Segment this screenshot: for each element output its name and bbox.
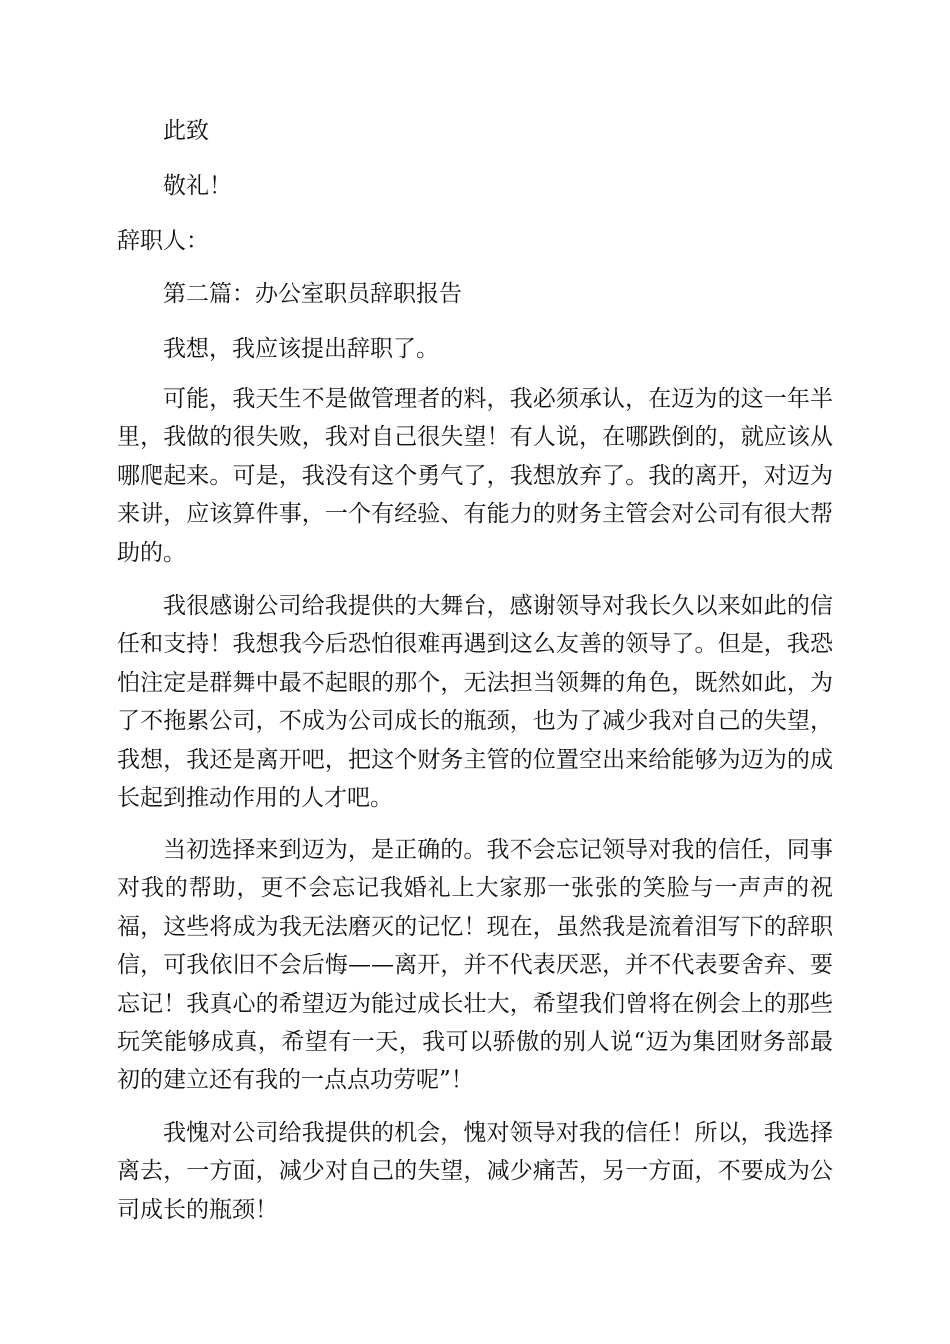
body-paragraph-2: 我很感谢公司给我提供的大舞台，感谢领导对我长久以来如此的信任和支持！我想我今后恐怕很难再遇到这么友善的领导了。但是，我恐怕注定是群舞中最不起眼的那个，无法担当领舞的角色，既然如此，为了不拖累公司，不成为公司成长的瓶颈，也为了减少我对自己的失望，我想，我还是离开吧，把这个财务主管的位置空出来给能够为迈为的成长起到推动作用的人才吧。 [117,593,833,812]
signature-label: 辞职人： [117,228,209,254]
closing-line-1: 此致 [163,118,209,144]
section-title: 第二篇：办公室职员辞职报告 [163,281,462,307]
body-paragraph-3: 当初选择来到迈为，是正确的。我不会忘记领导对我的信任，同事对我的帮助，更不会忘记我婚礼上大家那一张张的笑脸与一声声的祝福，这些将成为我无法磨灭的记忆！现在，虽然我是流着泪写下的辞职信，可我依旧不会后悔——离开，并不代表厌恶，并不代表要舍弃、要忘记！我真心的希望迈为能过成长壮大，希望我们曾将在例会上的那些玩笑能够成真，希望有一天，我可以骄傲的别人说“迈为集团财务部最初的建立还有我的一点点功劳呢”！ [117,837,833,1094]
body-paragraph-4: 我愧对公司给我提供的机会，愧对领导对我的信任！所以，我选择离去，一方面，减少对自己的失望，减少痛苦，另一方面，不要成为公司成长的瓶颈！ [117,1120,833,1223]
body-paragraph-1: 可能，我天生不是做管理者的料，我必须承认，在迈为的这一年半里，我做的很失败，我对自己很失望！有人说，在哪跌倒的，就应该从哪爬起来。可是，我没有这个勇气了，我想放弃了。我的离开，对迈为来讲，应该算件事，一个有经验、有能力的财务主管会对公司有很大帮助的。 [117,386,833,566]
opening-line: 我想，我应该提出辞职了。 [163,336,439,362]
closing-line-2: 敬礼！ [163,173,232,199]
